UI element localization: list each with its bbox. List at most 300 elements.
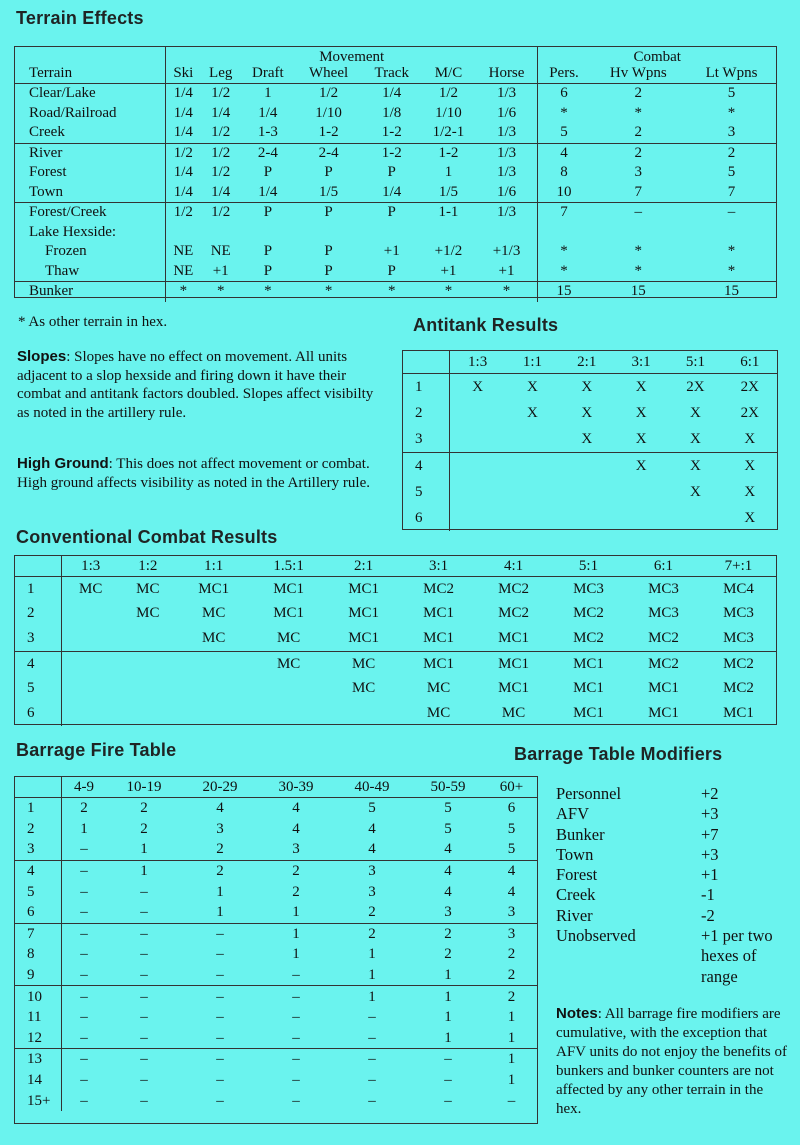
terrain-cell: [687, 223, 776, 243]
combat-cell: MC3: [573, 580, 604, 597]
barrage-row-label: 13: [15, 1049, 62, 1070]
terrain-cell: P: [263, 243, 273, 259]
terrain-cell: 1/4: [211, 183, 231, 200]
antitank-row: [403, 400, 777, 426]
barrage-notes: [556, 1004, 792, 1119]
barrage-cell: 2: [507, 967, 516, 984]
antitank-cell: X: [635, 430, 647, 447]
barrage-row-label: 1: [27, 800, 35, 817]
antitank-cell: [450, 505, 506, 531]
notes-text: : All barrage fire modifiers are cumulative, with the exception that AFV units do not enjoy the benefits of bunkers and bunker counters are not affected by any other terrain in the hex.: [556, 1006, 787, 1117]
combat-cell: MC: [202, 605, 226, 622]
antitank-col-header: 6:1: [723, 351, 777, 374]
high-ground-label: High Ground: [17, 455, 109, 472]
terrain-cell: *: [538, 262, 590, 282]
modifier-name: Personnel: [556, 784, 622, 803]
barrage-cell: 3: [216, 820, 224, 837]
antitank-cell: [560, 479, 614, 505]
antitank-row-label: 1: [415, 378, 423, 395]
barrage-cell: –: [62, 1090, 107, 1111]
modifier-value: +1: [701, 865, 719, 885]
terrain-cell: *: [362, 282, 421, 302]
terrain-cell: *: [727, 104, 736, 121]
high-ground-text: : This does not affect movement or combat. High ground affects visibility as noted in the Artillery rule.: [17, 456, 370, 491]
combat-cell: MC2: [723, 680, 754, 697]
modifier-name: Creek: [556, 885, 596, 905]
antitank-cell: X: [614, 453, 668, 480]
barrage-col-header: 20-29: [182, 777, 258, 798]
barrage-col-header: 10-19: [106, 777, 182, 798]
terrain-col-header: M/C: [434, 65, 463, 81]
terrain-row: [15, 223, 776, 243]
barrage-col-header: 60+: [486, 777, 537, 798]
barrage-col-header: 4-9: [62, 777, 107, 798]
modifier-spacer: [556, 967, 701, 987]
barrage-col-header: 30-39: [258, 777, 334, 798]
combat-cell: MC: [501, 704, 526, 721]
terrain-cell: +1: [212, 262, 229, 279]
barrage-cell: 2: [216, 841, 224, 858]
barrage-row: [15, 1090, 537, 1111]
terrain-cell: 1/4: [166, 123, 201, 143]
terrain-cell: 1/8: [382, 104, 402, 121]
movement-header: Movement: [166, 47, 538, 65]
barrage-cell: 1: [216, 904, 224, 921]
modifier-row: [556, 784, 800, 804]
barrage-cell: –: [410, 1049, 486, 1070]
antitank-col-header: 3:1: [614, 351, 668, 374]
modifier-spacer: [556, 946, 701, 966]
terrain-cell: 2-4: [295, 143, 362, 163]
barrage-modifiers-title: Barrage Table Modifiers: [514, 744, 723, 764]
terrain-cell: 7: [727, 183, 736, 200]
terrain-cell: 1/2: [201, 84, 241, 104]
barrage-row: [15, 965, 537, 986]
barrage-row-label: 9: [27, 967, 35, 984]
combat-col-header: 1:3: [62, 556, 120, 577]
terrain-cell: +1/2: [434, 243, 463, 259]
terrain-cell: 6: [538, 84, 590, 104]
barrage-cell: 1: [368, 946, 376, 963]
combat-cell: MC: [426, 704, 451, 721]
barrage-cell: 4: [292, 820, 300, 837]
combat-cell: MC1: [273, 580, 305, 597]
combat-cell: MC1: [198, 580, 230, 597]
barrage-cell: 4: [444, 841, 452, 858]
terrain-name: Creek: [29, 124, 65, 140]
barrage-row-label: 15+: [27, 1092, 51, 1109]
terrain-col-header: Hv Wpns: [609, 65, 667, 81]
barrage-cell: 4: [444, 883, 452, 900]
terrain-cell: 1/3: [476, 84, 538, 104]
combat-cell: MC1: [348, 629, 380, 646]
combat-cell: MC1: [273, 605, 305, 622]
modifier-name: Bunker: [556, 824, 605, 844]
modifier-row: [556, 804, 800, 824]
modifier-row: [556, 865, 800, 885]
combat-cell: [62, 626, 120, 651]
terrain-cell: *: [201, 282, 241, 302]
combat-col-header: 2:1: [326, 556, 401, 577]
terrain-col-header: Track: [374, 65, 409, 81]
terrain-cell: 1/3: [496, 124, 517, 140]
barrage-cell: 4: [410, 860, 486, 881]
barrage-row-label: 2: [27, 820, 35, 837]
terrain-cell: 1/6: [496, 183, 517, 200]
terrain-cell: 1-2: [318, 124, 339, 140]
barrage-cell: 2: [140, 800, 148, 817]
slopes-text: : Slopes have no effect on movement. All units adjacent to a slop hexside and firing down it have their combat and antitank factors doubled. Slopes affect visibilty as noted in the artillery rule.: [17, 349, 374, 421]
terrain-cell: –: [687, 203, 776, 223]
combat-cell: MC3: [723, 629, 754, 646]
barrage-cell: –: [334, 1049, 410, 1070]
barrage-cell: –: [106, 1049, 182, 1070]
terrain-row: [15, 143, 776, 163]
barrage-cell: 1: [140, 841, 148, 858]
barrage-row: [15, 881, 537, 902]
antitank-cell: 2X: [740, 404, 759, 421]
terrain-col-header: Horse: [488, 65, 525, 81]
terrain-cell: 1/2: [295, 84, 362, 104]
terrain-cell: P: [324, 243, 333, 259]
barrage-row: [15, 902, 537, 923]
barrage-cell: –: [62, 986, 107, 1007]
barrage-cell: –: [62, 1049, 107, 1070]
barrage-cell: –: [368, 1092, 376, 1109]
barrage-row: [15, 1070, 537, 1091]
barrage-cell: 2: [368, 904, 376, 921]
combat-cell: [62, 602, 120, 627]
terrain-cell: *: [476, 282, 538, 302]
antitank-cell: X: [527, 378, 538, 395]
modifier-value: +3: [701, 804, 719, 824]
combat-cell: MC2: [498, 580, 529, 597]
barrage-row-label: 10: [15, 986, 62, 1007]
combat-cell: [119, 701, 176, 726]
barrage-row-label: 3: [27, 841, 35, 858]
barrage-row-label: 5: [27, 883, 35, 900]
antitank-col-header: 2:1: [560, 351, 614, 374]
barrage-row-label: 14: [27, 1072, 42, 1089]
terrain-col-header: Pers.: [538, 65, 590, 84]
terrain-row: [15, 163, 776, 183]
combat-col-header: 1:2: [119, 556, 176, 577]
combat-cell: MC: [426, 680, 451, 697]
barrage-cell: 2: [410, 923, 486, 944]
antitank-row: [403, 479, 777, 505]
terrain-name: Thaw: [45, 262, 80, 279]
barrage-row: [15, 1007, 537, 1028]
combat-cell: MC2: [626, 651, 701, 676]
terrain-cell: *: [166, 282, 201, 302]
barrage-cell: 1: [444, 1029, 452, 1046]
terrain-cell: [538, 223, 590, 243]
antitank-cell: [614, 505, 668, 531]
antitank-row: [403, 374, 777, 401]
terrain-cell: 2: [590, 84, 687, 104]
barrage-cell: 4: [507, 883, 516, 900]
barrage-cell: –: [140, 904, 148, 921]
modifier-value-cont: range: [701, 966, 738, 986]
barrage-cell: 1: [106, 860, 182, 881]
terrain-cell: NE: [166, 262, 201, 282]
modifier-row: [556, 906, 800, 926]
terrain-cell: *: [538, 104, 590, 124]
terrain-cell: 1-2: [362, 143, 421, 163]
terrain-cell: *: [634, 104, 643, 121]
terrain-name: Frozen: [45, 243, 87, 259]
antitank-col-header: 5:1: [668, 351, 722, 374]
terrain-cell: 10: [538, 183, 590, 203]
barrage-cell: –: [368, 1072, 376, 1089]
combat-cell: MC1: [723, 704, 754, 721]
barrage-cell: –: [62, 923, 107, 944]
combat-cell: MC1: [423, 629, 454, 646]
barrage-row: [15, 860, 537, 881]
terrain-cell: P: [324, 164, 333, 180]
barrage-cell: 1: [334, 986, 410, 1007]
barrage-cell: 3: [507, 904, 516, 921]
antitank-col-header: 1:1: [505, 351, 559, 374]
terrain-row: [15, 84, 776, 104]
barrage-cell: –: [140, 946, 148, 963]
barrage-row: [15, 1028, 537, 1049]
barrage-cell: 1: [292, 904, 300, 921]
combat-cell: MC: [276, 629, 301, 646]
combat-cell: MC3: [723, 605, 754, 622]
barrage-cell: –: [368, 1029, 376, 1046]
modifier-value: -1: [701, 885, 715, 905]
terrain-cell: 1/2: [211, 164, 231, 180]
barrage-cell: 1: [444, 967, 452, 984]
terrain-cell: [241, 223, 295, 243]
terrain-cell: 8: [538, 163, 590, 183]
antitank-cell: [505, 479, 559, 505]
combat-cell: MC2: [573, 605, 604, 622]
antitank-cell: [450, 426, 506, 453]
barrage-cell: –: [140, 1072, 148, 1089]
terrain-name: Forest/Creek: [15, 203, 166, 223]
terrain-cell: [295, 223, 362, 243]
slopes-label: Slopes: [17, 348, 67, 365]
modifier-name: AFV: [556, 804, 590, 824]
barrage-cell: 2: [334, 923, 410, 944]
combat-cell: [62, 676, 120, 701]
combat-row: [15, 676, 776, 701]
antitank-cell: [614, 479, 668, 505]
terrain-col-header: Leg: [209, 65, 233, 81]
barrage-cell: –: [216, 1009, 224, 1026]
antitank-cell: [560, 505, 614, 531]
terrain-cell: 15: [590, 282, 687, 302]
barrage-row: [15, 923, 537, 944]
barrage-cell: –: [444, 1092, 452, 1109]
notes-label: Notes: [556, 1005, 598, 1022]
antitank-cell: X: [581, 430, 593, 447]
terrain-cell: [421, 223, 475, 243]
terrain-cell: 5: [687, 84, 776, 104]
combat-row-label: 5: [27, 680, 35, 697]
barrage-cell: 1: [410, 986, 486, 1007]
terrain-cell: 1/2: [201, 143, 241, 163]
antitank-cell: 2X: [686, 378, 705, 395]
terrain-cell: 2: [687, 143, 776, 163]
high-ground-paragraph: [17, 455, 389, 492]
terrain-col-header: Ski: [166, 65, 201, 84]
antitank-corner: [403, 351, 450, 374]
terrain-row: [15, 104, 776, 124]
terrain-cell: 1: [444, 164, 453, 180]
barrage-cell: 2: [507, 946, 516, 963]
terrain-cell: P: [387, 164, 396, 180]
barrage-cell: –: [258, 986, 334, 1007]
terrain-cell: P: [362, 203, 421, 223]
combat-col-header: 3:1: [401, 556, 476, 577]
antitank-col-header: 1:3: [450, 351, 506, 374]
barrage-col-header: 40-49: [334, 777, 410, 798]
combat-cell: MC1: [348, 605, 380, 622]
barrage-col-header: 50-59: [410, 777, 486, 798]
combat-cell: [251, 701, 326, 726]
terrain-row: [15, 282, 776, 302]
terrain-row: [15, 242, 776, 262]
antitank-cell: X: [450, 374, 506, 401]
antitank-row-label: 3: [415, 430, 423, 447]
terrain-cell: 1/2-1: [432, 124, 465, 140]
terrain-cell: 7: [634, 183, 643, 200]
antitank-title: Antitank Results: [413, 315, 559, 335]
terrain-cell: 15: [538, 282, 590, 302]
barrage-cell: 1: [507, 1072, 516, 1089]
terrain-cell: [201, 223, 241, 243]
modifier-value: +2: [701, 784, 719, 803]
combat-cell: MC2: [423, 580, 454, 597]
combat-cell: MC1: [401, 651, 476, 676]
barrage-row-label: 12: [27, 1029, 42, 1046]
conventional-combat-table: [14, 555, 777, 725]
barrage-cell: –: [140, 1092, 148, 1109]
barrage-row-label: 8: [27, 946, 35, 963]
combat-cell: MC2: [498, 605, 529, 622]
antitank-cell: X: [690, 404, 701, 421]
combat-cell: MC1: [498, 680, 529, 697]
antitank-row: [403, 426, 777, 453]
combat-cell: [119, 651, 176, 676]
barrage-cell: –: [140, 1029, 148, 1046]
antitank-cell: [450, 453, 506, 480]
terrain-cell: NE: [210, 243, 231, 259]
combat-corner: [15, 556, 62, 577]
terrain-cell: 1/6: [496, 104, 517, 121]
barrage-cell: 3: [486, 923, 537, 944]
barrage-cell: 1: [258, 923, 334, 944]
barrage-row: [15, 944, 537, 965]
combat-cell: [176, 651, 251, 676]
antitank-cell: X: [690, 430, 701, 447]
barrage-cell: –: [62, 944, 107, 965]
terrain-cell: 2: [634, 124, 643, 140]
barrage-cell: 1: [216, 883, 224, 900]
antitank-cell: X: [723, 453, 777, 480]
combat-cell: MC2: [573, 629, 604, 646]
barrage-cell: 5: [368, 800, 376, 817]
combat-row: [15, 701, 776, 726]
terrain-cell: +1: [498, 262, 515, 279]
terrain-cell: *: [421, 282, 475, 302]
terrain-name: Clear/Lake: [15, 84, 166, 104]
barrage-cell: 3: [292, 841, 300, 858]
terrain-cell: 1/2: [201, 203, 241, 223]
barrage-cell: 5: [444, 820, 452, 837]
modifier-row: [556, 926, 800, 946]
combat-cell: MC2: [701, 651, 776, 676]
barrage-cell: –: [216, 1029, 224, 1046]
combat-row-label: 1: [27, 580, 35, 597]
barrage-cell: –: [182, 986, 258, 1007]
barrage-cell: 1: [292, 946, 300, 963]
barrage-row: [15, 1049, 537, 1070]
terrain-col-header: Draft: [252, 65, 284, 81]
barrage-cell: 2: [292, 883, 300, 900]
barrage-cell: –: [62, 1007, 107, 1028]
terrain-cell: 1/2: [166, 143, 201, 163]
barrage-cell: –: [292, 967, 300, 984]
modifier-row-cont: [556, 946, 800, 966]
barrage-cell: 2: [140, 820, 148, 837]
modifier-value: +7: [701, 824, 719, 844]
barrage-cell: 3: [368, 883, 376, 900]
combat-cell: MC1: [423, 605, 454, 622]
combat-cell: MC1: [573, 680, 604, 697]
modifier-value: -2: [701, 905, 715, 925]
terrain-cell: 3: [634, 164, 643, 180]
combat-cell: MC: [136, 580, 160, 597]
antitank-cell: X: [635, 404, 647, 421]
terrain-cell: 1-1: [421, 203, 475, 223]
terrain-cell: 1/4: [258, 104, 278, 121]
barrage-row-label: 6: [27, 904, 35, 921]
combat-header: Combat: [538, 47, 776, 65]
terrain-cell: 1-3: [257, 124, 278, 140]
terrain-cell: [476, 223, 538, 243]
terrain-cell: 1/3: [476, 143, 538, 163]
terrain-cell: P: [387, 262, 396, 279]
combat-col-header: 5:1: [551, 556, 626, 577]
barrage-cell: 4: [368, 820, 376, 837]
barrage-row-label: 11: [27, 1009, 42, 1026]
barrage-cell: 1: [62, 819, 107, 840]
barrage-row-label: 4: [15, 860, 62, 881]
combat-cell: MC4: [723, 580, 754, 597]
terrain-cell: 1/2: [166, 203, 201, 223]
barrage-cell: –: [216, 967, 224, 984]
terrain-col-header: Terrain: [29, 65, 73, 81]
combat-cell: [251, 676, 326, 701]
combat-cell: [62, 701, 120, 726]
terrain-col-header: Lt Wpns: [705, 65, 758, 81]
barrage-cell: –: [444, 1072, 452, 1089]
terrain-cell: 1/4: [382, 183, 402, 200]
combat-cell: [176, 676, 251, 701]
combat-row: [15, 602, 776, 627]
combat-cell: MC: [251, 651, 326, 676]
barrage-row: [15, 839, 537, 860]
combat-cell: MC: [202, 629, 226, 646]
combat-cell: MC1: [551, 651, 626, 676]
terrain-cell: 1/4: [166, 163, 201, 183]
barrage-modifiers-list: [556, 784, 800, 987]
barrage-cell: –: [62, 1028, 107, 1049]
